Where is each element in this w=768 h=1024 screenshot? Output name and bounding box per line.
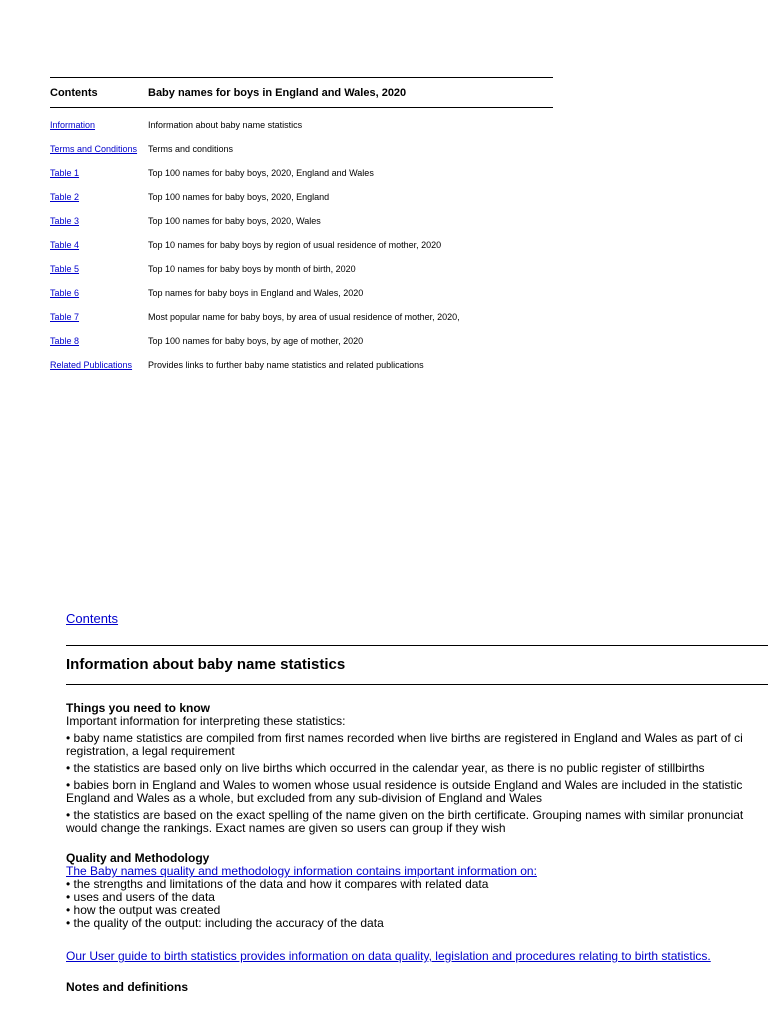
contents-row-table-6 bbox=[50, 281, 553, 305]
row-description: Top 100 names for baby boys, 2020, England and Wales bbox=[148, 168, 374, 178]
contents-row-table-7 bbox=[50, 305, 553, 329]
user-guide-link[interactable]: Our User guide to birth statistics provides information on data quality, legislation and procedures relating to birth statistics. bbox=[66, 949, 711, 963]
bullet-item bbox=[66, 732, 768, 758]
link-table-4[interactable]: Table 4 bbox=[50, 240, 80, 250]
bullet-line: England and Wales as a whole, but excluded from any sub-division of England and Wales bbox=[66, 791, 543, 805]
link-terms-and-conditions[interactable]: Terms and Conditions bbox=[50, 144, 138, 154]
title-bottom-rule bbox=[66, 684, 768, 685]
bullet-item bbox=[66, 779, 768, 805]
header-bottom-rule bbox=[50, 107, 553, 108]
contents-row-table-2 bbox=[50, 185, 553, 209]
quality-item: • the strengths and limitations of the data and how it compares with related data bbox=[66, 877, 489, 891]
row-description: Top names for baby boys in England and Wales, 2020 bbox=[148, 288, 364, 298]
row-description: Top 100 names for baby boys, 2020, England bbox=[148, 192, 330, 202]
information-title: Information about baby name statistics bbox=[66, 656, 346, 673]
contents-row-related-publications bbox=[50, 353, 553, 377]
link-table-8[interactable]: Table 8 bbox=[50, 336, 80, 346]
row-description: Top 100 names for baby boys, by age of mother, 2020 bbox=[148, 336, 364, 346]
bullet-line: • baby name statistics are compiled from first names recorded when live births are registered in England and Wales as part of ci bbox=[66, 731, 743, 745]
contents-row-table-8 bbox=[50, 329, 553, 353]
quality-methodology-link[interactable]: The Baby names quality and methodology information contains important information on: bbox=[66, 864, 537, 878]
contents-header-row bbox=[50, 78, 553, 107]
row-description: Terms and conditions bbox=[148, 144, 234, 154]
link-table-3[interactable]: Table 3 bbox=[50, 216, 80, 226]
link-table-2[interactable]: Table 2 bbox=[50, 192, 80, 202]
quality-and-methodology-heading: Quality and Methodology bbox=[66, 851, 210, 865]
information-body bbox=[66, 702, 768, 994]
link-table-6[interactable]: Table 6 bbox=[50, 288, 80, 298]
contents-row-table-5 bbox=[50, 257, 553, 281]
contents-sheet bbox=[50, 77, 553, 377]
link-table-1[interactable]: Table 1 bbox=[50, 168, 80, 178]
contents-row-table-1 bbox=[50, 161, 553, 185]
information-sheet bbox=[66, 610, 768, 994]
link-related-publications[interactable]: Related Publications bbox=[50, 360, 133, 370]
quality-item: • uses and users of the data bbox=[66, 890, 215, 904]
contents-row-table-4 bbox=[50, 233, 553, 257]
back-to-contents-link[interactable]: Contents bbox=[66, 611, 119, 626]
bullet-line: • the statistics are based only on live births which occurred in the calendar year, as there is no public register of stillbirths bbox=[66, 761, 705, 775]
contents-row-table-3 bbox=[50, 209, 553, 233]
things-you-need-to-know-heading: Things you need to know bbox=[66, 701, 210, 715]
bullet-line: • the statistics are based on the exact spelling of the name given on the birth certificate. Grouping names with similar pronunciat bbox=[66, 808, 744, 822]
row-description: Top 10 names for baby boys by region of usual residence of mother, 2020 bbox=[148, 240, 442, 250]
row-description: Top 10 names for baby boys by month of birth, 2020 bbox=[148, 264, 356, 274]
bullet-item bbox=[66, 762, 768, 775]
contents-list bbox=[50, 113, 553, 377]
quality-item: • how the output was created bbox=[66, 903, 221, 917]
link-table-7[interactable]: Table 7 bbox=[50, 312, 80, 322]
row-description: Information about baby name statistics bbox=[148, 120, 303, 130]
row-description: Most popular name for baby boys, by area of usual residence of mother, 2020, bbox=[148, 312, 460, 322]
contents-row-information bbox=[50, 113, 553, 137]
quality-item: • the quality of the output: including the accuracy of the data bbox=[66, 916, 384, 930]
link-table-5[interactable]: Table 5 bbox=[50, 264, 80, 274]
notes-and-definitions-heading: Notes and definitions bbox=[66, 980, 189, 994]
row-description: Provides links to further baby name statistics and related publications bbox=[148, 360, 424, 370]
contents-header-label: Contents bbox=[50, 86, 98, 99]
contents-row-terms bbox=[50, 137, 553, 161]
things-intro: Important information for interpreting these statistics: bbox=[66, 714, 346, 728]
bullet-line: • babies born in England and Wales to women whose usual residence is outside England and Wales are included in the statistic bbox=[66, 778, 743, 792]
bullet-line: registration, a legal requirement bbox=[66, 744, 235, 758]
bullet-item bbox=[66, 809, 768, 835]
row-description: Top 100 names for baby boys, 2020, Wales bbox=[148, 216, 321, 226]
contents-sheet-title: Baby names for boys in England and Wales, 2020 bbox=[148, 86, 407, 99]
link-information[interactable]: Information bbox=[50, 120, 96, 130]
bullet-line: would change the rankings. Exact names are given so users can group if they wish bbox=[66, 821, 506, 835]
